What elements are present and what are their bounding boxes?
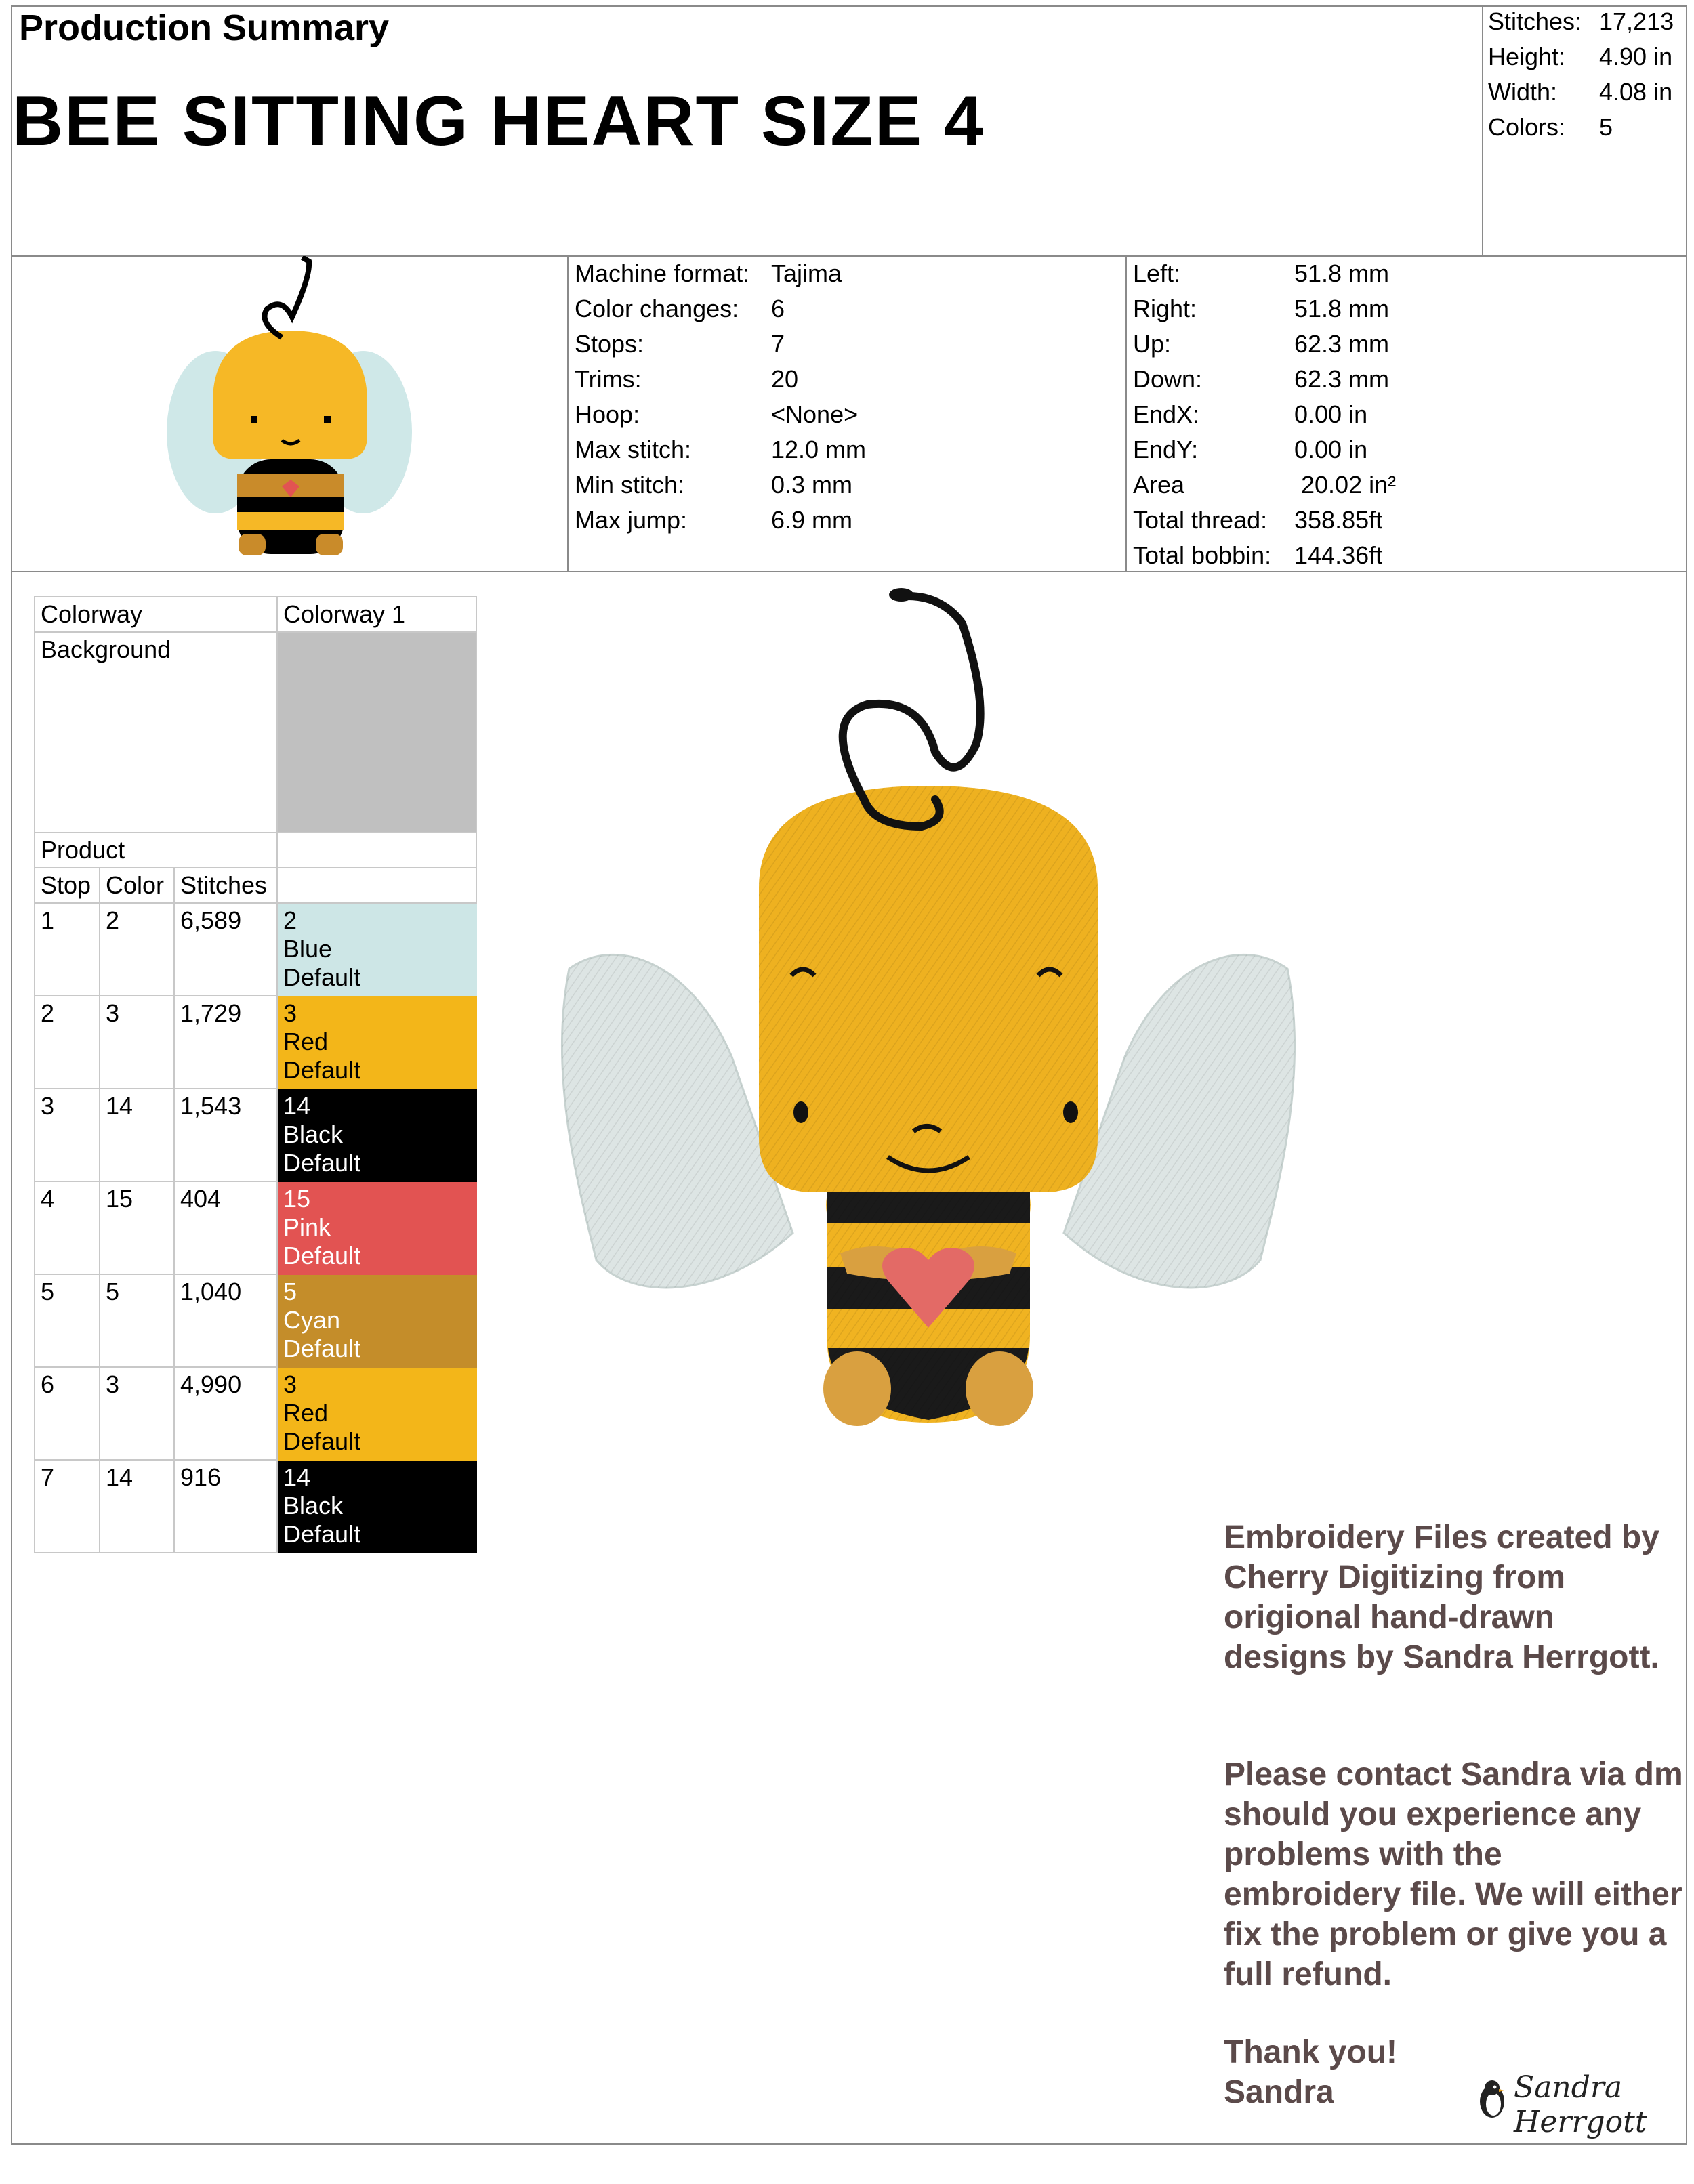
thumb-stripe bbox=[237, 512, 344, 530]
swatch-name: Black bbox=[283, 1120, 344, 1148]
dim-value: 51.8 mm bbox=[1294, 295, 1390, 322]
dimensions-panel bbox=[1133, 256, 1396, 573]
stat-value: 5 bbox=[1599, 113, 1613, 141]
color-cell: 3 bbox=[100, 1367, 174, 1460]
info-divider bbox=[11, 571, 1687, 572]
stat-label: Stitches: bbox=[1488, 7, 1582, 35]
swatch-num: 3 bbox=[283, 999, 297, 1027]
credits-note: Embroidery Files created by Cherry Digitizing from origional hand-drawn designs by Sandra Herrgott. bbox=[1224, 1519, 1659, 1675]
color-cell: 3 bbox=[100, 996, 174, 1089]
swatch-type: Default bbox=[283, 1427, 361, 1455]
swatch-type: Default bbox=[283, 1056, 361, 1084]
dim-value: 62.3 mm bbox=[1294, 365, 1390, 393]
swatch-num: 3 bbox=[283, 1370, 297, 1398]
swatch-num: 2 bbox=[283, 906, 297, 934]
info-value: 7 bbox=[771, 330, 785, 358]
swatch-num: 14 bbox=[283, 1463, 311, 1491]
product-row bbox=[35, 833, 476, 868]
thumb-head bbox=[213, 331, 367, 459]
swatch-type: Default bbox=[283, 1242, 361, 1269]
swatch-type: Default bbox=[283, 963, 361, 991]
signature: Sandra Herrgott bbox=[1514, 2070, 1647, 2139]
info-value: <None> bbox=[771, 400, 859, 428]
stat-value: 17,213 bbox=[1599, 7, 1674, 35]
thumb-foot bbox=[316, 534, 343, 555]
thanks-note: Thank you! bbox=[1224, 2034, 1398, 2070]
stop-cell: 2 bbox=[35, 996, 100, 1089]
table-row bbox=[35, 1089, 476, 1181]
table-row bbox=[35, 1460, 476, 1553]
dim-value: 62.3 mm bbox=[1294, 330, 1390, 358]
foot-right bbox=[966, 1351, 1033, 1426]
column-header-color: Color bbox=[100, 868, 174, 903]
column-header-stitches: Stitches bbox=[174, 868, 277, 903]
thumb-antenna bbox=[264, 257, 309, 337]
color-swatch-cell bbox=[277, 1274, 476, 1367]
machine-info-panel bbox=[575, 256, 866, 538]
stitches-cell: 404 bbox=[174, 1181, 277, 1274]
info-value: 6.9 mm bbox=[771, 506, 853, 534]
info-label: Stops: bbox=[575, 330, 644, 358]
wing-left-texture bbox=[562, 954, 793, 1288]
stop-cell: 5 bbox=[35, 1274, 100, 1367]
eye-right bbox=[1063, 1101, 1078, 1123]
stitches-cell: 1,729 bbox=[174, 996, 277, 1089]
dim-label: Up: bbox=[1133, 330, 1172, 358]
stitches-cell: 916 bbox=[174, 1460, 277, 1553]
info-value: 6 bbox=[771, 295, 785, 322]
dim-value: 51.8 mm bbox=[1294, 259, 1390, 287]
table-row bbox=[35, 903, 476, 996]
table-row bbox=[35, 1181, 476, 1274]
thumb-eye bbox=[251, 416, 257, 423]
info-label: Machine format: bbox=[575, 259, 750, 287]
stat-value: 4.08 in bbox=[1599, 78, 1673, 106]
swatch-name: Red bbox=[283, 1028, 329, 1055]
antenna bbox=[843, 596, 980, 799]
machine-divider bbox=[1125, 256, 1127, 572]
contact-note: Please contact Sandra via dm should you experience any problems with the embroidery file. We will either fix the problem or give you a full refund. bbox=[1224, 1757, 1683, 1992]
thumbnail-divider bbox=[567, 256, 569, 572]
color-cell: 2 bbox=[100, 903, 174, 996]
info-label: Trims: bbox=[575, 365, 642, 393]
colorway-label: Colorway bbox=[35, 597, 277, 632]
color-swatch-cell bbox=[277, 1460, 476, 1553]
stitches-cell: 1,543 bbox=[174, 1089, 277, 1181]
sender-name: Sandra bbox=[1224, 2074, 1334, 2110]
stop-cell: 1 bbox=[35, 903, 100, 996]
swatch-num: 5 bbox=[283, 1278, 297, 1305]
color-swatch-cell bbox=[277, 1367, 476, 1460]
stat-label: Width: bbox=[1488, 78, 1558, 106]
color-swatch-cell bbox=[277, 996, 476, 1089]
info-label: Max stitch: bbox=[575, 436, 692, 463]
stitches-cell: 4,990 bbox=[174, 1367, 277, 1460]
swatch-type: Default bbox=[283, 1520, 361, 1548]
head-texture bbox=[759, 786, 1098, 1192]
production-summary-heading: Production Summary bbox=[19, 7, 390, 48]
dim-label: Area bbox=[1133, 471, 1185, 499]
dim-label: Total bobbin: bbox=[1133, 541, 1272, 569]
stat-colors bbox=[1488, 110, 1674, 145]
table-row bbox=[35, 1274, 476, 1367]
product-label: Product bbox=[35, 833, 277, 868]
stop-cell: 4 bbox=[35, 1181, 100, 1274]
swatch-name: Blue bbox=[283, 935, 333, 963]
bee-embroidery-preview bbox=[556, 583, 1355, 1531]
info-value: 12.0 mm bbox=[771, 436, 867, 463]
dim-label: EndX: bbox=[1133, 400, 1200, 428]
background-label: Background bbox=[35, 632, 277, 833]
table-row bbox=[35, 996, 476, 1089]
dim-value: 0.00 in bbox=[1294, 436, 1368, 463]
antenna-tip bbox=[889, 588, 913, 602]
stop-cell: 6 bbox=[35, 1367, 100, 1460]
info-value: Tajima bbox=[771, 259, 842, 287]
info-label: Min stitch: bbox=[575, 471, 685, 499]
dim-label: Down: bbox=[1133, 365, 1203, 393]
stats-divider bbox=[1482, 5, 1483, 256]
info-label: Max jump: bbox=[575, 506, 688, 534]
swatch-num: 15 bbox=[283, 1185, 311, 1213]
background-row bbox=[35, 632, 476, 833]
table-row bbox=[35, 1367, 476, 1460]
dim-label: Total thread: bbox=[1133, 506, 1268, 534]
thumb-foot bbox=[239, 534, 266, 555]
wing-right-texture bbox=[1064, 954, 1295, 1288]
stop-cell: 3 bbox=[35, 1089, 100, 1181]
dim-label: Right: bbox=[1133, 295, 1197, 322]
design-title: BEE SITTING HEART SIZE 4 bbox=[12, 82, 985, 161]
penguin-logo-icon bbox=[1474, 2078, 1510, 2119]
swatch-type: Default bbox=[283, 1149, 361, 1177]
dim-label: EndY: bbox=[1133, 436, 1199, 463]
colorway-table bbox=[34, 596, 477, 1553]
color-cell: 15 bbox=[100, 1181, 174, 1274]
background-swatch bbox=[277, 632, 476, 833]
foot-left bbox=[823, 1351, 891, 1426]
column-header-blank bbox=[277, 868, 476, 903]
color-swatch-cell bbox=[277, 903, 476, 996]
swatch-name: Pink bbox=[283, 1213, 331, 1241]
color-swatch-cell bbox=[277, 1089, 476, 1181]
stitches-cell: 1,040 bbox=[174, 1274, 277, 1367]
stat-label: Colors: bbox=[1488, 113, 1566, 141]
color-swatch-cell bbox=[277, 1181, 476, 1274]
info-label: Color changes: bbox=[575, 295, 739, 322]
color-cell: 14 bbox=[100, 1089, 174, 1181]
swatch-name: Black bbox=[283, 1492, 344, 1519]
stats-panel bbox=[1488, 4, 1674, 145]
info-label: Hoop: bbox=[575, 400, 640, 428]
stitches-cell: 6,589 bbox=[174, 903, 277, 996]
column-header-row bbox=[35, 868, 476, 903]
swatch-name: Cyan bbox=[283, 1306, 341, 1334]
color-cell: 14 bbox=[100, 1460, 174, 1553]
swatch-num: 14 bbox=[283, 1092, 311, 1120]
stat-stitches bbox=[1488, 4, 1674, 39]
dim-value: 20.02 in² bbox=[1294, 471, 1397, 499]
dim-label: Left: bbox=[1133, 259, 1181, 287]
color-cell: 5 bbox=[100, 1274, 174, 1367]
column-header-stop: Stop bbox=[35, 868, 100, 903]
swatch-type: Default bbox=[283, 1335, 361, 1362]
product-value bbox=[277, 833, 476, 868]
stop-cell: 7 bbox=[35, 1460, 100, 1553]
dim-value: 144.36ft bbox=[1294, 541, 1383, 569]
thumb-eye bbox=[324, 416, 331, 423]
colorway-header-row bbox=[35, 597, 476, 632]
info-value: 0.3 mm bbox=[771, 471, 853, 499]
bee-thumbnail-icon bbox=[153, 256, 424, 571]
stat-value: 4.90 in bbox=[1599, 43, 1673, 70]
dim-value: 0.00 in bbox=[1294, 400, 1368, 428]
stat-label: Height: bbox=[1488, 43, 1566, 70]
stat-width bbox=[1488, 75, 1674, 110]
stat-height bbox=[1488, 39, 1674, 75]
dim-value: 358.85ft bbox=[1294, 506, 1383, 534]
eye-left bbox=[793, 1101, 808, 1123]
info-value: 20 bbox=[771, 365, 799, 393]
colorway-name: Colorway 1 bbox=[277, 597, 476, 632]
swatch-name: Red bbox=[283, 1399, 329, 1427]
